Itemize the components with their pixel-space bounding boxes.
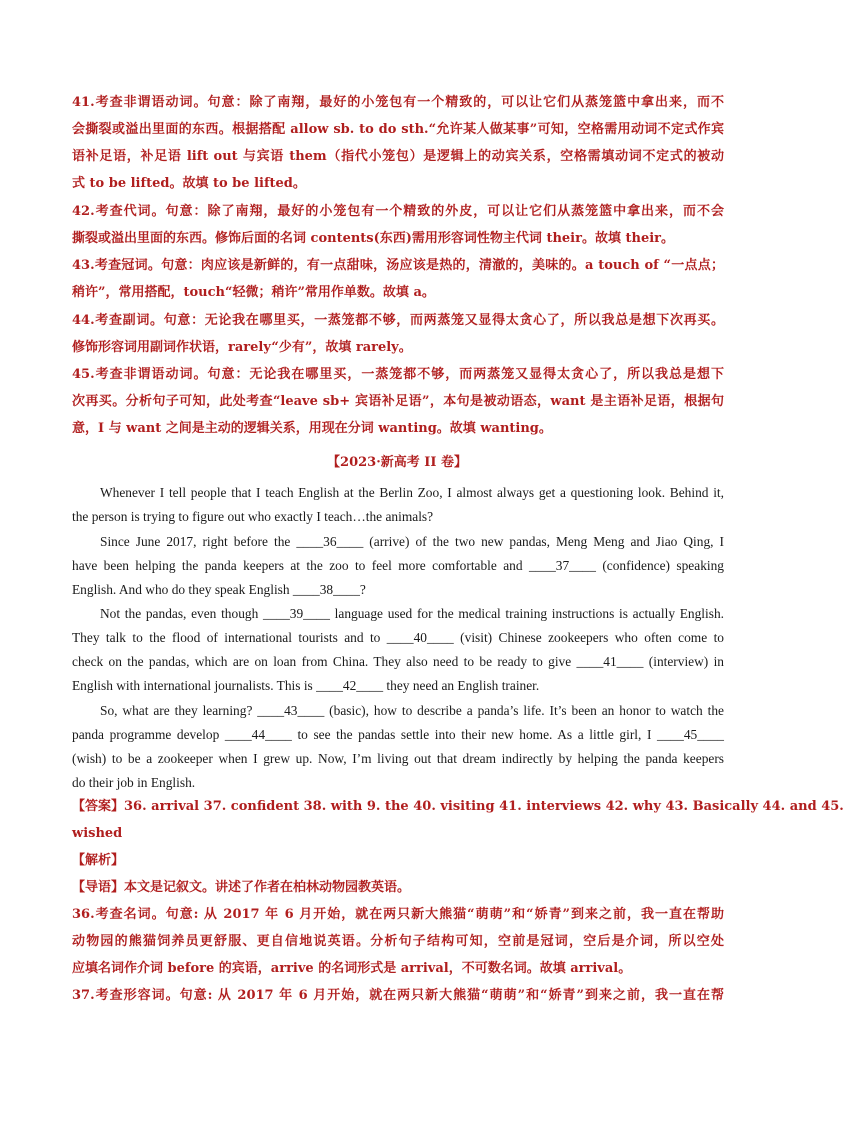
- explanation-line: 动物园的熊猫饲养员更舒服、更自信地说英语。分析句子结构可知，空前是冠词，空后是介词，所以空处: [72, 934, 724, 949]
- passage-line: panda programme develop ____44____ to see the pandas settle into their new home. As a little girl, I ____45____: [72, 727, 724, 742]
- passage-line: English. And who do they speak English ____38____?: [72, 582, 366, 597]
- explanation-line: 41.考查非谓语动词。句意：除了南翔，最好的小笼包有一个精致的，可以让它们从蒸笼篮中拿出来，而不: [72, 95, 724, 110]
- guide-text: 【导语】本文是记叙文。讲述了作者在柏林动物园教英语。: [72, 880, 411, 895]
- passage-line: do their job in English.: [72, 775, 196, 790]
- explanation-line: 42.考查代词。句意：除了南翔，最好的小笼包有一个精致的外皮，可以让它们从蒸笼篮中拿出来，而不会: [72, 204, 724, 219]
- explanation-line: 次再买。分析句子可知，此处考查“leave sb+ 宾语补足语”，本句是被动语态，want 是主语补足语，根据句: [72, 394, 724, 409]
- passage-line: Whenever I tell people that I teach English at the Berlin Zoo, I almost always get a questioning look. Behind it,: [100, 485, 724, 500]
- explanation-line: 应填名词作介词 before 的宾语，arrive 的名词形式是 arrival，不可数名词。故填 arrival。: [72, 961, 632, 976]
- explanation-line: 43.考查冠词。句意：肉应该是新鲜的，有一点甜味，汤应该是热的，清澈的，美味的。a touch of “一点点；: [72, 258, 724, 273]
- explanation-line: 44.考查副词。句意：无论我在哪里买，一蒸笼都不够，而两蒸笼又显得太贪心了，所以我总是想下次再买。: [72, 313, 724, 328]
- passage-line: Not the pandas, even though ____39____ language used for the medical training instructions is actually English.: [100, 606, 724, 621]
- answer-line: wished: [72, 826, 123, 841]
- explanation-line: 36.考查名词。句意: 从 2017 年 6 月开始，就在两只新大熊猫“萌萌”和“娇青”到来之前，我一直在帮助: [72, 907, 724, 922]
- passage-line: (wish) to be a zookeeper when I grew up. Now, I’m living out that dream indirectly by helping the panda keepers: [72, 751, 724, 766]
- passage-line: They talk to the flood of international tourists and to ____40____ (visit) Chinese zookeepers who often come to: [72, 630, 724, 645]
- passage-line: have been helping the panda keepers at the zoo to feel more comfortable and ____37____ (confidence) speaking: [72, 558, 724, 573]
- explanation-line: 会撕裂或溢出里面的东西。根据搭配 allow sb. to do sth.“允许某人做某事”可知，空格需用动词不定式作宾: [72, 122, 724, 137]
- answer-line: 【答案】36. arrival 37. confident 38. with 9. the 40. visiting 41. interviews 42. why 43. Basically 44. and 45.: [72, 799, 844, 814]
- explanation-line: 45.考查非谓语动词。句意：无论我在哪里买，一蒸笼都不够，而两蒸笼又显得太贪心了，所以我总是想下: [72, 367, 724, 382]
- explanation-line: 意，I 与 want 之间是主动的逻辑关系，用现在分词 wanting。故填 wanting。: [72, 421, 552, 436]
- passage-line: check on the pandas, which are on loan from China. They also need to be ready to give ____41____ (interview) in: [72, 654, 724, 669]
- explanation-line: 式 to be lifted。故填 to be lifted。: [72, 176, 306, 191]
- section-heading: 【2023·新高考 II 卷】: [327, 455, 467, 470]
- passage-line: Since June 2017, right before the ____36____ (arrive) of the two new pandas, Meng Meng and Jiao Qing, I: [100, 534, 724, 549]
- explanation-line: 37.考查形容词。句意: 从 2017 年 6 月开始，就在两只新大熊猫“萌萌”和“娇青”到来之前，我一直在帮: [72, 988, 724, 1003]
- passage-line: So, what are they learning? ____43____ (basic), how to describe a panda’s life. It’s been an honor to watch the: [100, 703, 724, 718]
- passage-line: the person is trying to figure out who exactly I teach…the animals?: [72, 509, 434, 524]
- passage-line: English with international journalists. This is ____42____ they need an English trainer.: [72, 678, 540, 693]
- explanation-line: 撕裂或溢出里面的东西。修饰后面的名词 contents(东西)需用形容词性物主代词 their。故填 their。: [72, 231, 674, 246]
- explanation-line: 稍许”，常用搭配，touch“轻微；稍许”常用作单数。故填 a。: [72, 285, 435, 300]
- explanation-line: 修饰形容词用副词作状语，rarely“少有”，故填 rarely。: [72, 340, 412, 355]
- explanation-line: 语补足语，补足语 lift out 与宾语 them（指代小笼包）是逻辑上的动宾关系，空格需填动词不定式的被动: [72, 149, 724, 164]
- analysis-label: 【解析】: [72, 853, 125, 868]
